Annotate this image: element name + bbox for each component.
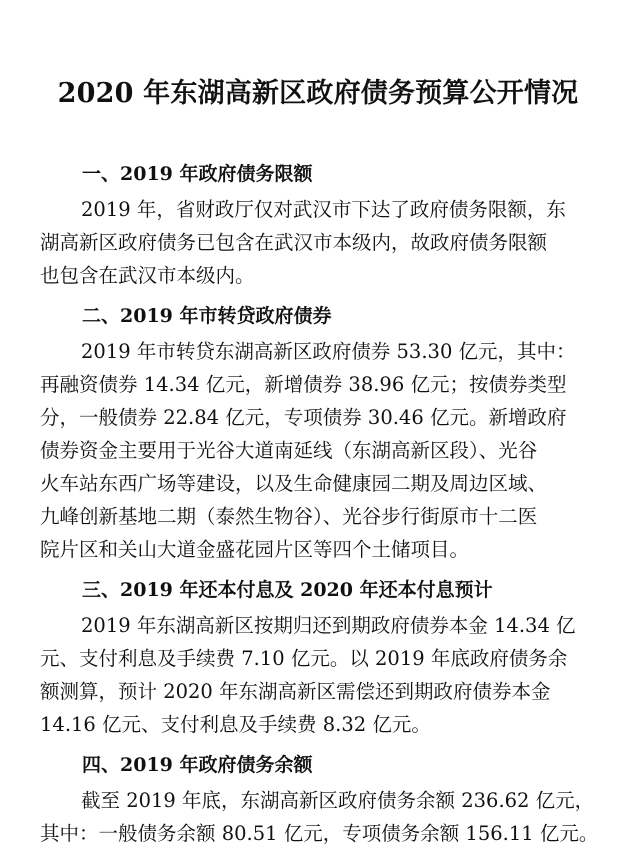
section-3-line-1: 2019 年东湖高新区按期归还到期政府债券本金 14.34 亿: [81, 614, 576, 637]
section-1-line-1: 2019 年，省财政厅仅对武汉市下达了政府债务限额，东: [81, 198, 566, 221]
section-2-line-5: 火车站东西广场等建设，以及生命健康园二期及周边区域、: [40, 472, 548, 495]
section-4-line-2: 其中：一般债务余额 80.51 亿元，专项债务余额 156.11 亿元。: [40, 822, 599, 845]
section-heading-1: 一、2019 年政府债务限额: [82, 163, 313, 185]
section-2-line-6: 九峰创新基地二期（泰然生物谷）、光谷步行街原市十二医: [40, 505, 538, 528]
section-2-line-3: 分，一般债券 22.84 亿元，专项债券 30.46 亿元。新增政府: [40, 406, 567, 429]
section-heading-4: 四、2019 年政府债务余额: [82, 754, 313, 776]
section-3-line-4: 14.16 亿元、支付利息及手续费 8.32 亿元。: [40, 713, 431, 736]
section-heading-2: 二、2019 年市转贷政府债券: [82, 305, 332, 327]
section-2-line-4: 债券资金主要用于光谷大道南延线（东湖高新区段）、光谷: [40, 439, 538, 462]
section-1-line-3: 也包含在武汉市本级内。: [40, 264, 255, 287]
section-3-line-3: 额测算，预计 2020 年东湖高新区需偿还到期政府债券本金: [40, 680, 551, 703]
section-3-line-2: 元、支付利息及手续费 7.10 亿元。以 2019 年底政府债务余: [40, 647, 568, 670]
section-2-line-7: 院片区和关山大道金盛花园片区等四个土储项目。: [40, 538, 470, 561]
section-1-line-2: 湖高新区政府债务已包含在武汉市本级内，故政府债务限额: [40, 231, 548, 254]
section-2-line-2: 再融资债券 14.34 亿元，新增债券 38.96 亿元；按债券类型: [40, 373, 567, 396]
section-heading-3: 三、2019 年还本付息及 2020 年还本付息预计: [82, 579, 493, 601]
document-title: 2020 年东湖高新区政府债务预算公开情况: [57, 78, 579, 109]
section-4-line-1: 截至 2019 年底，东湖高新区政府债务余额 236.62 亿元，: [81, 789, 595, 812]
section-2-line-1: 2019 年市转贷东湖高新区政府债券 53.30 亿元，其中：: [81, 340, 576, 363]
